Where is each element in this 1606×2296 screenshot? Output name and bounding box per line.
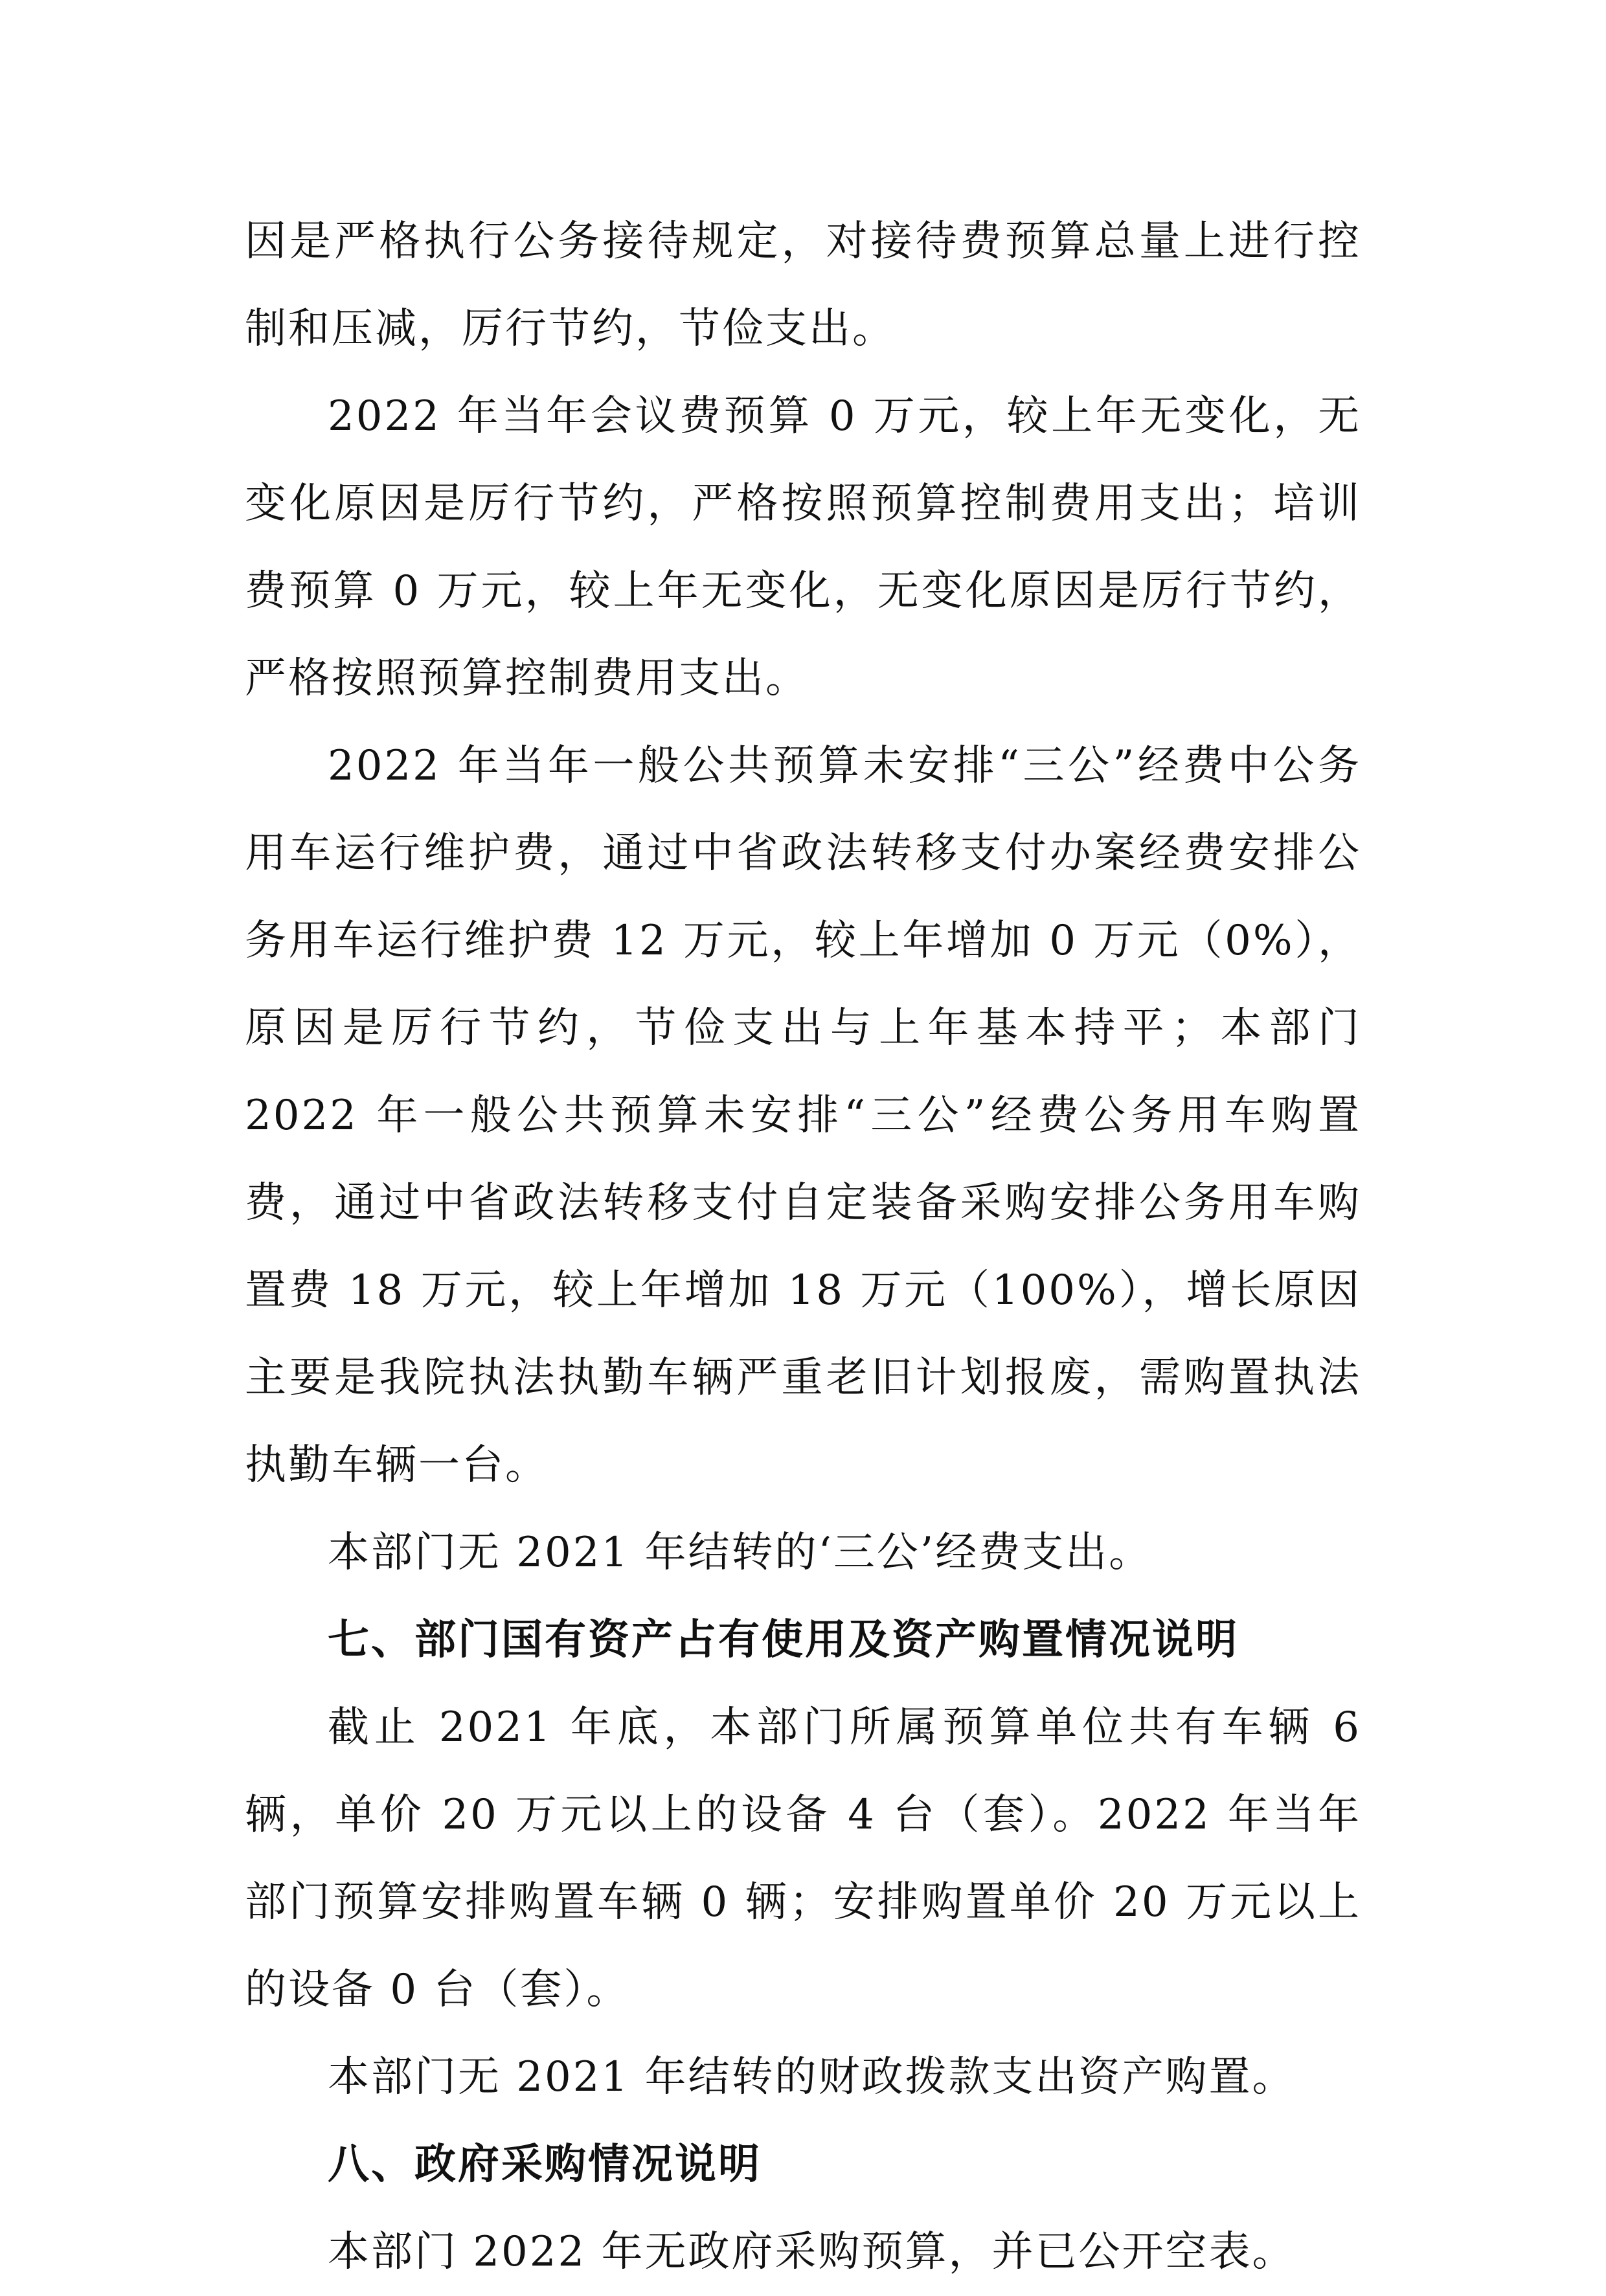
paragraph-asset-carryover: 本部门无 2021 年结转的财政拨款支出资产购置。: [328, 2053, 1296, 2101]
paragraph-procurement: 本部门 2022 年无政府采购预算，并已公开空表。: [328, 2228, 1296, 2276]
paragraph-meeting-training-fees: 2022 年当年会议费预算 0 万元，较上年无变化，无变化原因是厉行节约，严格按照预算控制费用支出；培训费预算 0 万元，较上年无变化，无变化原因是厉行节约，严格按照预算控制费用支出。: [245, 392, 1361, 703]
paragraph-assets: 截止 2021 年底，本部门所属预算单位共有车辆 6 辆，单价 20 万元以上的设备 4 台（套）。2022 年当年部门预算安排购置车辆 0 辆；安排购置单价 20 万元以上的设备 0 台（套）。: [245, 1704, 1361, 2014]
section-heading-assets: 七、部门国有资产占有使用及资产购置情况说明: [328, 1616, 1239, 1664]
document-body: [245, 198, 1361, 2296]
paragraph-carryover-expenses: 本部门无 2021 年结转的‘三公’经费支出。: [328, 1529, 1153, 1577]
paragraph-vehicle-fees: 2022 年当年一般公共预算未安排“三公”经费中公务用车运行维护费，通过中省政法转移支付办案经费安排公务用车运行维护费 12 万元，较上年增加 0 万元（0%），原因是厉行节约，节俭支出与上年基本持平；本部门 2022 年一般公共预算未安排“三公”经费公务用车购置费，通过中省政法转移支付自定装备采购安排公务用车购置费 18 万元，较上年增加 18 万元（100%），增长原因主要是我院执法执勤车辆严重老旧计划报废，需购置执法执勤车辆一台。: [245, 742, 1361, 1489]
section-heading-procurement: 八、政府采购情况说明: [328, 2141, 762, 2189]
paragraph-reception-reason: 因是严格执行公务接待规定，对接待费预算总量上进行控制和压减，厉行节约，节俭支出。: [245, 218, 1361, 353]
